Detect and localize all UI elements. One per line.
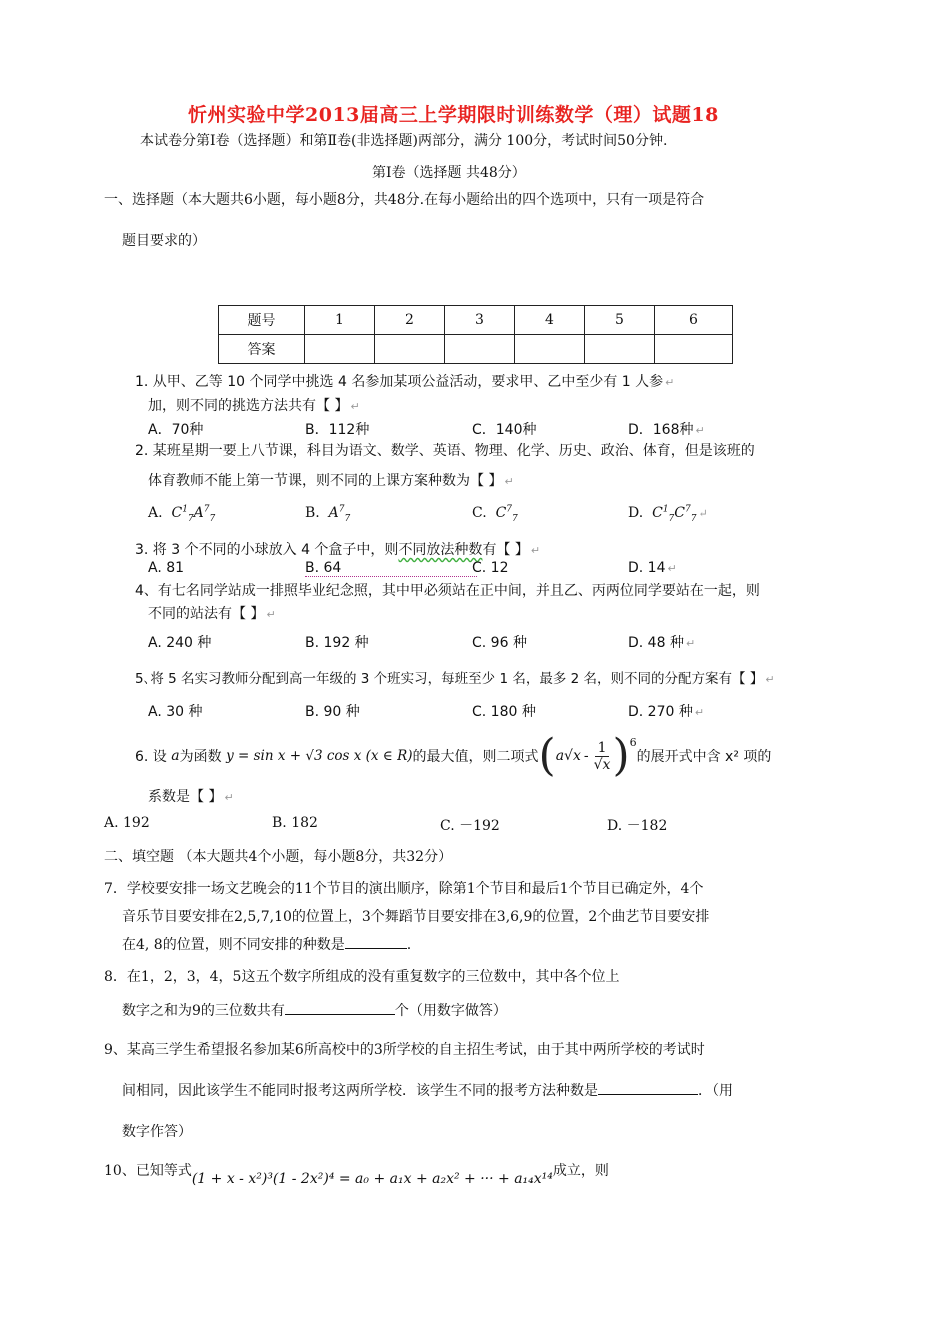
- return-arrow-icon: ↵: [665, 376, 675, 389]
- question-9-line2: [122, 1080, 733, 1100]
- table-row: [219, 335, 733, 364]
- question-text: 不同的站法有【 】: [148, 606, 265, 622]
- question-text: 的最大值，则二项式: [412, 749, 539, 765]
- question-text: 为函数: [179, 749, 222, 765]
- question-6-option-a: A. 192: [104, 815, 150, 831]
- table-cell: 4: [515, 306, 585, 335]
- return-arrow-icon: ↵: [266, 608, 276, 621]
- question-5-line1: [135, 667, 775, 687]
- return-arrow-icon: ↵: [667, 562, 677, 575]
- formula-c-c: $C^1_7C^7_7$: [652, 504, 697, 524]
- binomial-term: a√x: [555, 748, 581, 764]
- table-cell: 3: [445, 306, 515, 335]
- formula-c: $C^7_7$: [495, 504, 518, 524]
- identity-formula: (1 + x - x²)³(1 - 2x²)⁴ = a₀ + a₁x + a₂x² + ··· + a₁₄x¹⁴: [191, 1171, 553, 1187]
- question-5-option-c: C. 180 种: [472, 704, 536, 720]
- question-2-option-b: [305, 504, 351, 524]
- table-header-cell: 题号: [219, 306, 305, 335]
- question-2-line2: [148, 470, 514, 490]
- option-text: D. 270 种: [628, 704, 693, 720]
- question-text: .: [406, 937, 412, 953]
- section-one-line2: 题目要求的）: [122, 233, 206, 249]
- fraction: [594, 740, 611, 773]
- table-cell: 1: [305, 306, 375, 335]
- question-6-option-c: C. －192: [440, 818, 500, 834]
- question-text: 在4, 8的位置，则不同安排的种数是: [122, 937, 345, 953]
- fraction-numerator: 1: [595, 740, 610, 757]
- question-text: 有【 】: [482, 542, 529, 558]
- option-label: D.: [628, 505, 644, 521]
- formula-a: $A^7_7$: [328, 504, 351, 524]
- answer-blank[interactable]: [598, 1080, 698, 1095]
- table-cell: 6: [655, 306, 733, 335]
- question-text: 5､将 5 名实习教师分配到高一年级的 3 个班实习，每班至少 1 名，最多 2 名，则不同的分配方案有【 】: [135, 671, 764, 687]
- question-3-option-a: A. 81: [148, 560, 185, 576]
- return-arrow-icon: ↵: [695, 424, 705, 437]
- left-paren: (: [538, 730, 556, 781]
- question-3-option-b: [305, 560, 477, 577]
- question-text: 加，则不同的挑选方法共有【 】: [148, 398, 349, 414]
- function-formula: y = sin x + √3 cos x (x ∈ R): [226, 748, 413, 764]
- question-9-line3: 数字作答）: [122, 1124, 192, 1140]
- table-header-cell: 答案: [219, 335, 305, 364]
- question-1-line2: [148, 395, 360, 415]
- answer-blank[interactable]: [285, 1000, 395, 1015]
- option-label: B.: [305, 505, 320, 521]
- document-title: 忻州实验中学2013届高三上学期限时训练数学（理）试题18: [188, 104, 719, 126]
- answer-cell[interactable]: [585, 335, 655, 364]
- return-arrow-icon: ↵: [530, 544, 541, 557]
- question-text: 3. 将 3 个不同的小球放入 4 个盒子中，则: [135, 542, 399, 558]
- fraction-denominator: √x: [593, 756, 611, 773]
- answer-cell[interactable]: [305, 335, 375, 364]
- question-text: 系数是【 】: [148, 789, 223, 805]
- question-1-option-d: [628, 419, 705, 439]
- question-text: 数字之和为9的三位数共有: [122, 1003, 285, 1019]
- question-3-option-d: [628, 560, 677, 576]
- option-label: A.: [148, 505, 163, 521]
- return-arrow-icon: ↵: [504, 475, 514, 488]
- return-arrow-icon: ↵: [685, 637, 696, 650]
- question-text: 的展开式中含 x² 项的: [636, 749, 772, 765]
- question-6-line2: [148, 786, 234, 806]
- binomial-exponent: 6: [629, 736, 637, 749]
- answer-cell[interactable]: [515, 335, 585, 364]
- question-text: 成立，则: [552, 1163, 609, 1179]
- question-text: 个（用数字做答）: [394, 1003, 507, 1019]
- answer-cell[interactable]: [375, 335, 445, 364]
- question-text: 体育教师不能上第一节课，则不同的上课方案种数为【 】: [148, 473, 503, 489]
- section-one-line1: 一、选择题（本大题共6小题，每小题8分，共48分.在每小题给出的四个选项中，只有一项是符合: [104, 192, 705, 208]
- table-row: [219, 306, 733, 335]
- question-9-line1: 9、某高三学生希望报名参加某6所高校中的3所学校的自主招生考试，由于其中两所学校的考试时: [104, 1042, 705, 1058]
- question-1-option-c: C．140种: [472, 422, 537, 438]
- question-1-option-b: B．112种: [305, 422, 370, 438]
- question-6-line1: [135, 728, 771, 784]
- option-label: C.: [472, 505, 487, 521]
- table-cell: 5: [585, 306, 655, 335]
- question-10-line1: [104, 1160, 609, 1187]
- question-8-line2: [122, 1000, 507, 1020]
- table-cell: 2: [375, 306, 445, 335]
- question-7-line2: 音乐节目要安排在2,5,7,10的位置上，3个舞蹈节目要安排在3,6,9的位置，2个曲艺节目要安排: [122, 909, 710, 925]
- question-3-option-c: C. 12: [472, 560, 509, 576]
- question-text: 1. 从甲、乙等 10 个同学中挑选 4 名参加某项公益活动，要求甲、乙中至少有 1 人参: [135, 374, 664, 390]
- section-two-heading: 二、填空题 （本大题共4个小题，每小题8分，共32分）: [104, 849, 453, 865]
- question-1-option-a: A．70种: [148, 422, 204, 438]
- option-text: D. 48 种: [628, 635, 684, 651]
- question-6-option-b: B. 182: [272, 815, 318, 831]
- question-5-option-a: A. 30 种: [148, 704, 203, 720]
- answer-cell[interactable]: [655, 335, 733, 364]
- question-4-option-c: C. 96 种: [472, 635, 527, 651]
- question-5-option-d: [628, 701, 704, 721]
- question-2-option-d: [628, 504, 708, 524]
- answer-cell[interactable]: [445, 335, 515, 364]
- question-4-line2: [148, 603, 276, 623]
- option-text: D．168种: [628, 422, 694, 438]
- answer-blank[interactable]: [345, 934, 407, 949]
- question-7-line3: [122, 934, 411, 954]
- part-one-heading: 第Ⅰ卷（选择题 共48分）: [372, 165, 526, 181]
- answer-table: [218, 305, 733, 364]
- return-arrow-icon: ↵: [694, 706, 705, 719]
- binomial-minus: -: [583, 748, 589, 764]
- binomial-formula: [538, 730, 637, 781]
- return-arrow-icon: ↵: [698, 507, 708, 520]
- question-4-option-a: A. 240 种: [148, 635, 212, 651]
- question-2-option-c: [472, 504, 518, 524]
- return-arrow-icon: ↵: [350, 400, 360, 413]
- right-paren: ): [612, 730, 630, 781]
- return-arrow-icon: ↵: [765, 673, 775, 686]
- formula-c-a: $C^1_7A^7_7$: [171, 504, 216, 524]
- question-6-option-d: D. －182: [607, 818, 668, 834]
- question-text: 6. 设: [135, 749, 167, 765]
- variable-a: a: [171, 748, 180, 764]
- question-4-option-d: [628, 632, 695, 652]
- question-2-option-a: [148, 504, 216, 524]
- question-4-option-b: B. 192 种: [305, 635, 369, 651]
- option-text: B. 64: [305, 560, 342, 576]
- option-text: D. 14: [628, 560, 666, 576]
- question-text: 间相同，因此该学生不能同时报考这两所学校．该学生不同的报考方法种数是: [122, 1083, 598, 1099]
- return-arrow-icon: ↵: [224, 791, 234, 804]
- exam-intro: 本试卷分第Ⅰ卷（选择题）和第Ⅱ卷(非选择题)两部分，满分 100分，考试时间50分钟.: [140, 133, 668, 149]
- question-text: 10、已知等式: [104, 1163, 192, 1179]
- question-text: ．（用: [698, 1083, 733, 1099]
- question-1-line1: [135, 371, 674, 391]
- question-4-line1: 4、有七名同学站成一排照毕业纪念照，其中甲必须站在正中间，并且乙、丙两位同学要站在一起，则: [135, 583, 760, 599]
- question-2-line1: 2. 某班星期一要上八节课，科目为语文、数学、英语、物理、化学、历史、政治、体育，但是该班的: [135, 443, 755, 459]
- question-8-line1: 8．在1，2，3，4，5这五个数字所组成的没有重复数字的三位数中，其中各个位上: [104, 969, 620, 985]
- question-5-option-b: B. 90 种: [305, 704, 360, 720]
- question-7-line1: 7．学校要安排一场文艺晚会的11个节目的演出顺序，除第1个节目和最后1个节目已确定外，4个: [104, 881, 704, 897]
- question-3-line1: [135, 539, 540, 559]
- spellcheck-underline-text: 不同放法种数: [398, 542, 483, 558]
